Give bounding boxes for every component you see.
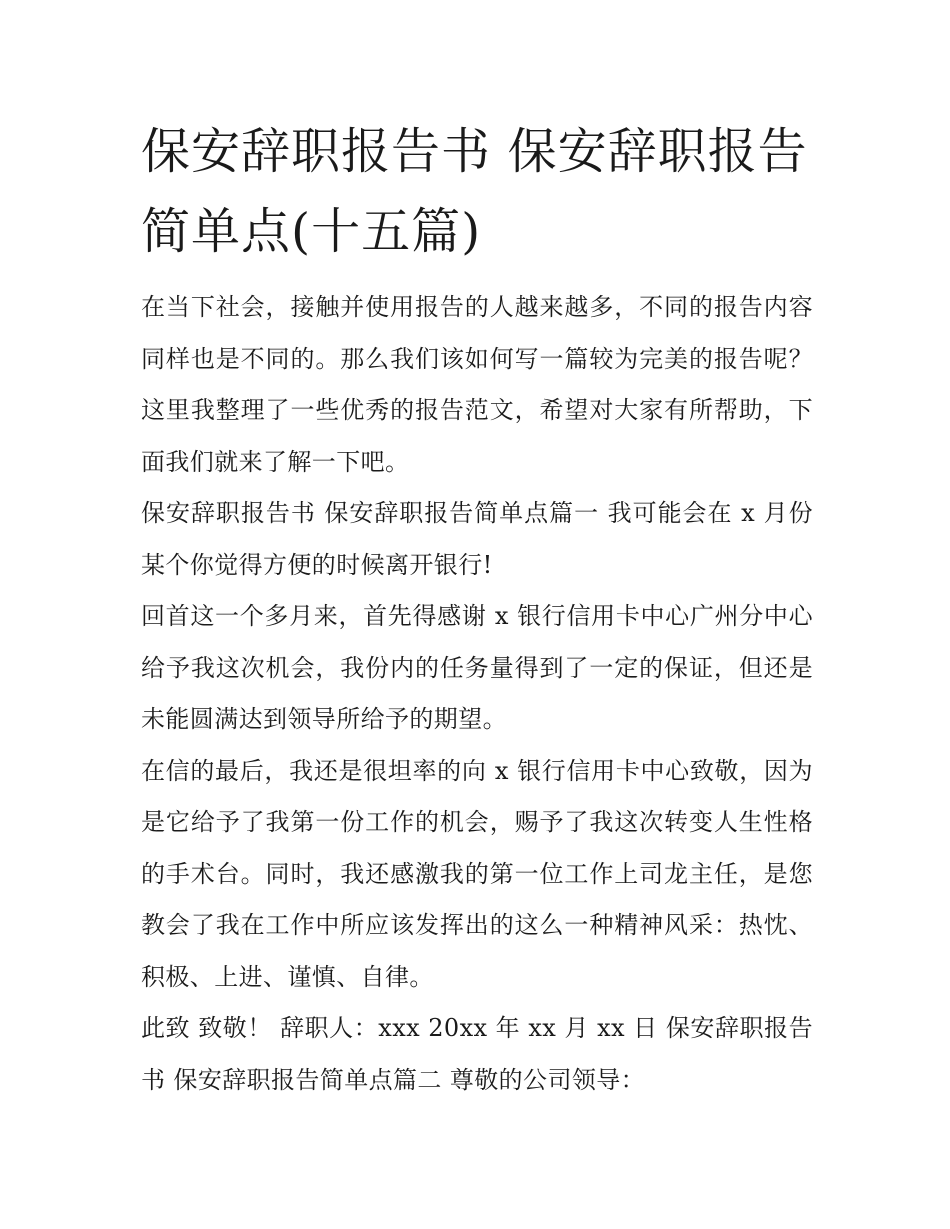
body-paragraph: 在信的最后，我还是很坦率的向 x 银行信用卡中心致敬，因为是它给予了我第一份工作的机会，赐予了我这次转变人生性格的手术台。同时，我还感激我的第一位工作上司龙主任，是您教会了我在工作中所应该发挥出的这么一种精神风采：热忱、积极、上进、谨慎、自律。 bbox=[141, 756, 813, 991]
document-title: 保安辞职报告书 保安辞职报告简单点(十五篇) bbox=[141, 123, 808, 260]
section-one-paragraph: 保安辞职报告书 保安辞职报告简单点篇一 我可能会在 x 月份某个你觉得方便的时候离开银行! bbox=[141, 499, 813, 579]
document-page bbox=[141, 112, 813, 1106]
body-paragraph: 回首这一个多月来，首先得感谢 x 银行信用卡中心广州分中心给予我这次机会，我份内的任务量得到了一定的保证，但还是未能圆满达到领导所给予的期望。 bbox=[141, 602, 813, 733]
closing-paragraph: 此致 致敬！ 辞职人：xxx 20xx 年 xx 月 xx 日 保安辞职报告书 保安辞职报告简单点篇二 尊敬的公司领导： bbox=[141, 1014, 813, 1094]
intro-paragraph: 在当下社会，接触并使用报告的人越来越多，不同的报告内容同样也是不同的。那么我们该如何写一篇较为完美的报告呢？这里我整理了一些优秀的报告范文，希望对大家有所帮助，下面我们就来了解一下吧。 bbox=[141, 293, 813, 476]
